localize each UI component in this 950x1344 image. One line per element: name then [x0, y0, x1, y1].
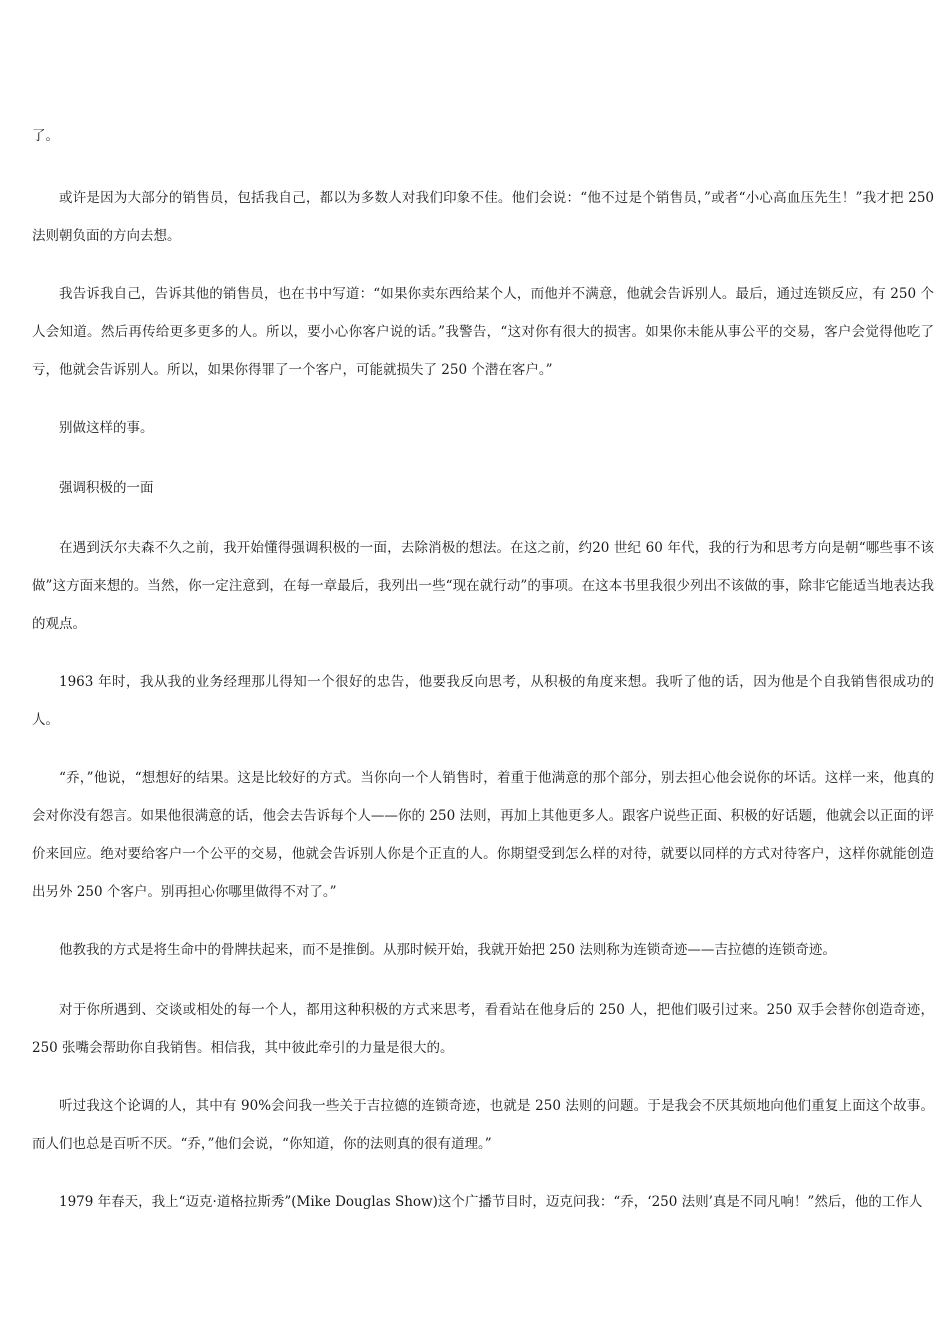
paragraph: 1963 年时，我从我的业务经理那儿得知一个很好的忠告，他要我反向思考，从积极的角度来想。我听了他的话，因为他是个自我销售很成功的人。	[32, 674, 934, 728]
paragraph: 在遇到沃尔夫森不久之前，我开始懂得强调积极的一面，去除消极的想法。在这之前，约20 世纪 60 年代，我的行为和思考方向是朝“哪些事不该做”这方面来想的。当然，你一定注意到，在每一章最后，我列出一些“现在就行动”的事项。在这本书里我很少列出不该做的事，除非它能适当地表达我的观点。	[32, 540, 934, 632]
paragraph: 对于你所遇到、交谈或相处的每一个人，都用这种积极的方式来思考，看看站在他身后的 250 人，把他们吸引过来。250 双手会替你创造奇迹，250 张嘴会帮助你自我销售。相信我，其中彼此牵引的力量是很大的。	[32, 1002, 934, 1056]
paragraph: 我告诉我自己，告诉其他的销售员，也在书中写道：“如果你卖东西给某个人，而他并不满意，他就会告诉别人。最后，通过连锁反应，有 250 个人会知道。然后再传给更多更多的人。所以，要小心你客户说的话。”我警告，“这对你有很大的损害。如果你未能从事公平的交易，客户会觉得他吃了亏，他就会告诉别人。所以，如果你得罪了一个客户，可能就损失了 250 个潜在客户。”	[32, 286, 934, 378]
paragraph-continuation: 了。	[32, 128, 59, 144]
paragraph: 别做这样的事。	[59, 420, 154, 436]
paragraph: 或许是因为大部分的销售员，包括我自己，都以为多数人对我们印象不佳。他们会说：“他不过是个销售员，”或者“小心高血压先生！”我才把 250 法则朝负面的方向去想。	[32, 190, 934, 244]
section-heading: 强调积极的一面	[59, 480, 154, 496]
paragraph: “乔，”他说，“想想好的结果。这是比较好的方式。当你向一个人销售时，着重于他满意的那个部分，别去担心他会说你的坏话。这样一来，他真的会对你没有怨言。如果他很满意的话，他会去告诉每个人——你的 250 法则，再加上其他更多人。跟客户说些正面、积极的好话题，他就会以正面的评价来回应。绝对要给客户一个公平的交易，他就会告诉别人你是个正直的人。你期望受到怎么样的对待，就要以同样的方式对待客户，这样你就能创造出另外 250 个客户。别再担心你哪里做得不对了。”	[32, 770, 934, 900]
paragraph: 他教我的方式是将生命中的骨牌扶起来，而不是推倒。从那时候开始，我就开始把 250 法则称为连锁奇迹——吉拉德的连锁奇迹。	[59, 942, 836, 958]
paragraph: 听过我这个论调的人，其中有 90%会问我一些关于吉拉德的连锁奇迹，也就是 250 法则的问题。于是我会不厌其烦地向他们重复上面这个故事。而人们也总是百听不厌。“乔，”他们会说，“你知道，你的法则真的很有道理。”	[32, 1098, 934, 1152]
paragraph: 1979 年春天，我上“迈克·道格拉斯秀”(Mike Douglas Show)这个广播节目时，迈克问我：“乔，‘250 法则’真是不同凡响！”然后，他的工作人	[59, 1194, 923, 1210]
